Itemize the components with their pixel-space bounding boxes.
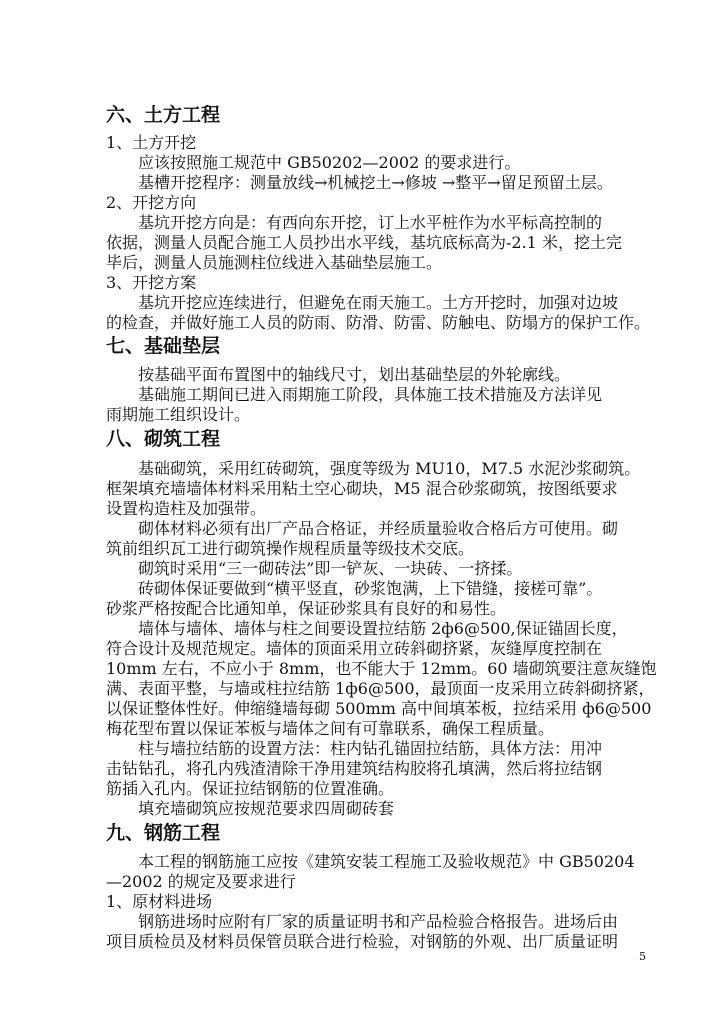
- subheading: 1、土方开挖: [106, 133, 197, 152]
- section-6-heading: 六、土方工程: [106, 104, 221, 126]
- section-7-heading: 七、基础垫层: [106, 335, 221, 357]
- paragraph-line: 筑前组织瓦工进行砌筑操作规程质量等级技术交底。: [106, 539, 475, 558]
- paragraph-line: 砂浆严格按配合比通知单，保证砂浆具有良好的和易性。: [106, 599, 507, 618]
- paragraph-line: 毕后，测量人员施测柱位线进入基础垫层施工。: [106, 253, 443, 272]
- paragraph-line: 应该按照施工规范中 GB50202—2002 的要求进行。: [138, 153, 521, 172]
- paragraph-line: 梅花型布置以保证苯板与墙体之间有可靠联系，确保工程质量。: [106, 719, 555, 738]
- section-8-heading: 八、砌筑工程: [106, 428, 221, 450]
- page-number: 5: [639, 950, 646, 963]
- paragraph-line: 10mm 左右，不应小于 8mm，也不能大于 12mm。60 墙砌筑要注意灰缝饱: [106, 659, 657, 678]
- paragraph-line: 按基础平面布置图中的轴线尺寸，划出基础垫层的外轮廓线。: [138, 365, 571, 384]
- paragraph-line: —2002 的规定及要求进行: [106, 872, 296, 891]
- paragraph-line: 基础施工期间已进入雨期施工阶段，具体施工技术措施及方法详见: [138, 385, 603, 404]
- paragraph-line: 符合设计及规范规定。墙体的顶面采用立砖斜砌挤紧，灰缝厚度控制在: [106, 639, 603, 658]
- paragraph-line: 设置构造柱及加强带。: [106, 499, 267, 518]
- section-9-heading: 九、钢筋工程: [106, 822, 221, 844]
- paragraph-line: 钢筋进场时应附有厂家的质量证明书和产品检验合格报告。进场后由: [138, 912, 619, 931]
- paragraph-line: 框架填充墙墙体材料采用粘土空心砌块，M5 混合砂浆砌筑，按图纸要求: [106, 479, 618, 498]
- paragraph-line: 筋插入孔内。保证拉结钢筋的位置准确。: [106, 779, 395, 798]
- paragraph-line: 项目质检员及材料员保管员联合进行检验，对钢筋的外观、出厂质量证明: [106, 932, 619, 951]
- paragraph-line: 柱与墙拉结筋的设置方法：柱内钻孔锚固拉结筋，具体方法：用冲: [138, 739, 603, 758]
- paragraph-line: 基坑开挖方向是：有西向东开挖，订上水平桩作为水平标高控制的: [138, 213, 603, 232]
- paragraph-line: 基槽开挖程序：测量放线→机械挖土→修坡 →整平→留足预留土层。: [138, 173, 613, 192]
- subheading: 2、开挖方向: [106, 193, 197, 212]
- paragraph-line: 砌筑时采用“三一砌砖法”即一铲灰、一块砖、一挤揉。: [138, 559, 523, 578]
- paragraph-line: 雨期施工组织设计。: [106, 405, 251, 424]
- paragraph-line: 依据，测量人员配合施工人员抄出水平线，基坑底标高为-2.1 米，挖土完: [106, 233, 622, 252]
- paragraph-line: 本工程的钢筋施工应按《建筑安装工程施工及验收规范》中 GB50204: [138, 852, 635, 871]
- paragraph-line: 满、表面平整，与墙或柱拉结筋 1ф6@500，最顶面一皮采用立砖斜砌挤紧，: [106, 679, 655, 698]
- paragraph-line: 基坑开挖应连续进行，但避免在雨天施工。土方开挖时，加强对边坡: [138, 293, 619, 312]
- paragraph-line: 的检查，并做好施工人员的防雨、防滑、防雷、防触电、防塌方的保护工作。: [106, 313, 651, 332]
- paragraph-line: 以保证整体性好。伸缩缝墙每砌 500mm 高中间填苯板，拉结采用 ф6@500: [106, 699, 652, 718]
- subheading: 1、原材料进场: [106, 892, 213, 911]
- paragraph-line: 击钻钻孔，将孔内残渣清除干净用建筑结构胶将孔填满，然后将拉结钢: [106, 759, 603, 778]
- subheading: 3、开挖方案: [106, 273, 197, 292]
- paragraph-line: 基础砌筑，采用红砖砌筑，强度等级为 MU10，M7.5 水泥沙浆砌筑。: [138, 459, 641, 478]
- paragraph-line: 填充墙砌筑应按规范要求四周砌砖套: [138, 799, 395, 818]
- paragraph-line: 砖砌体保证要做到“横平竖直，砂浆饱满，上下错缝，接槎可靠”。: [138, 579, 603, 598]
- paragraph-line: 砌体材料必须有出厂产品合格证，并经质量验收合格后方可使用。砌: [138, 519, 619, 538]
- paragraph-line: 墙体与墙体、墙体与柱之间要设置拉结筋 2ф6@500,保证锚固长度，: [138, 619, 628, 638]
